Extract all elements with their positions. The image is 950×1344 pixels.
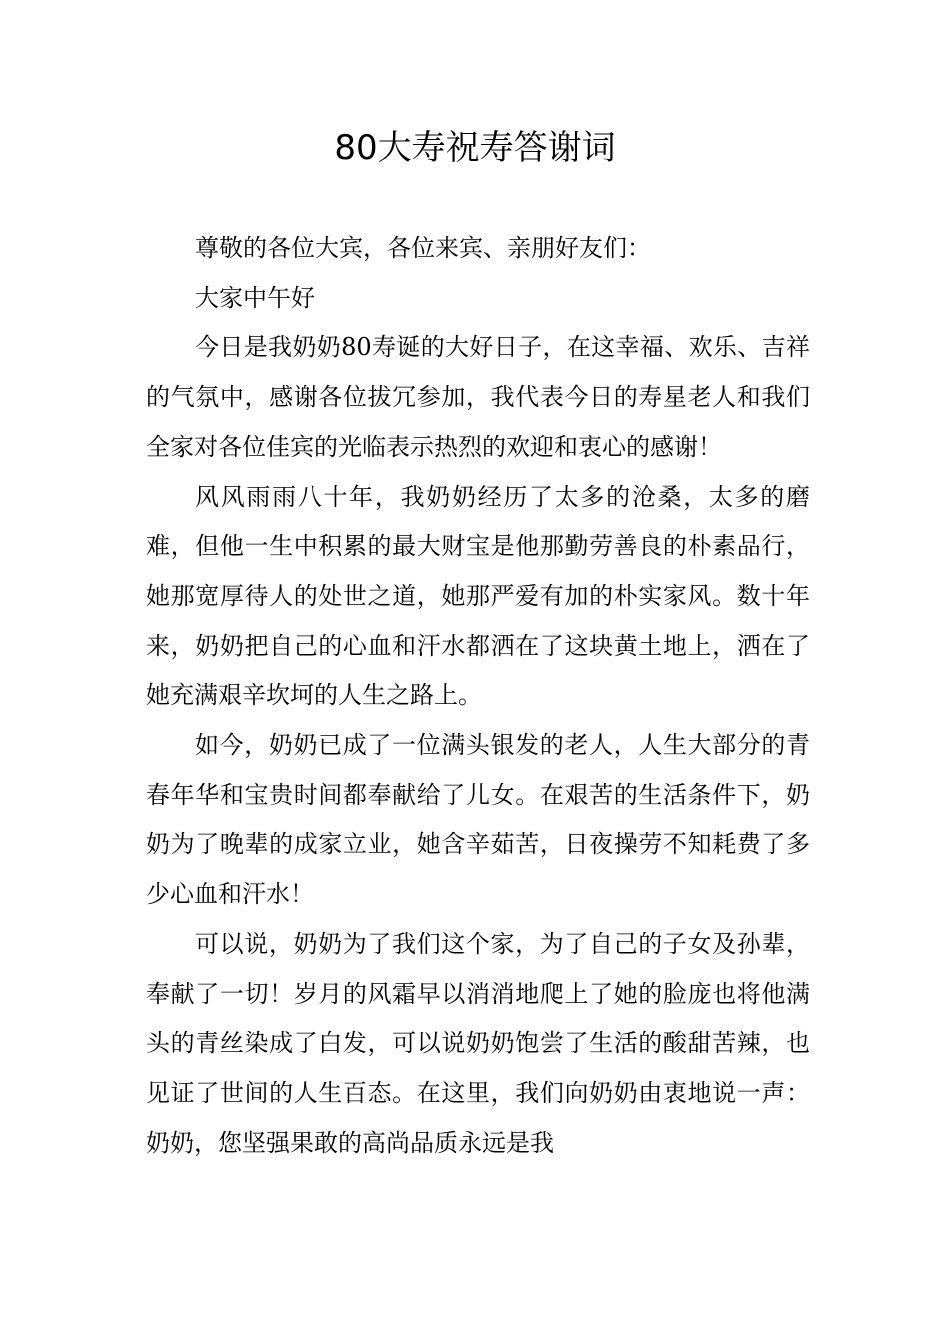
document-body [146,224,810,1168]
paragraph-silver-hair: 如今，奶奶已成了一位满头银发的老人，人生大部分的青春年华和宝贵时间都奉献给了儿女。在艰苦的生活条件下，奶奶为了晚辈的成家立业，她含辛茹苦，日夜操劳不知耗费了多少心血和汗水！ [146,731,810,909]
paragraph-thanks: 今日是我奶奶80寿诞的大好日子，在这幸福、欢乐、吉祥的气氛中，感谢各位拔冗参加，我代表今日的寿星老人和我们全家对各位佳宾的光临表示热烈的欢迎和衷心的感谢！ [146,333,810,461]
paragraph-good-afternoon: 大家中午好 [195,283,315,312]
paragraph-eighty-years: 风风雨雨八十年，我奶奶经历了太多的沧桑，太多的磨难，但他一生中积累的最大财宝是他那勤劳善良的朴素品行，她那宽厚待人的处世之道，她那严爱有加的朴实家风。数十年来，奶奶把自己的心血和汗水都洒在了这块黄土地上，洒在了她充满艰辛坎坷的人生之路上。 [146,482,810,710]
document-title: 80大寿祝寿答谢词 [334,128,616,168]
paragraph-greeting: 尊敬的各位大宾，各位来宾、亲朋好友们： [195,234,651,262]
paragraph-dedication: 可以说，奶奶为了我们这个家，为了自己的子女及孙辈，奉献了一切！岁月的风霜早以消消地爬上了她的脸庞也将他满头的青丝染成了白发，可以说奶奶饱尝了生活的酸甜苦辣，也见证了世间的人生百态。在这里，我们向奶奶由衷地说一声：奶奶，您坚强果敢的高尚品质永远是我 [146,929,810,1157]
